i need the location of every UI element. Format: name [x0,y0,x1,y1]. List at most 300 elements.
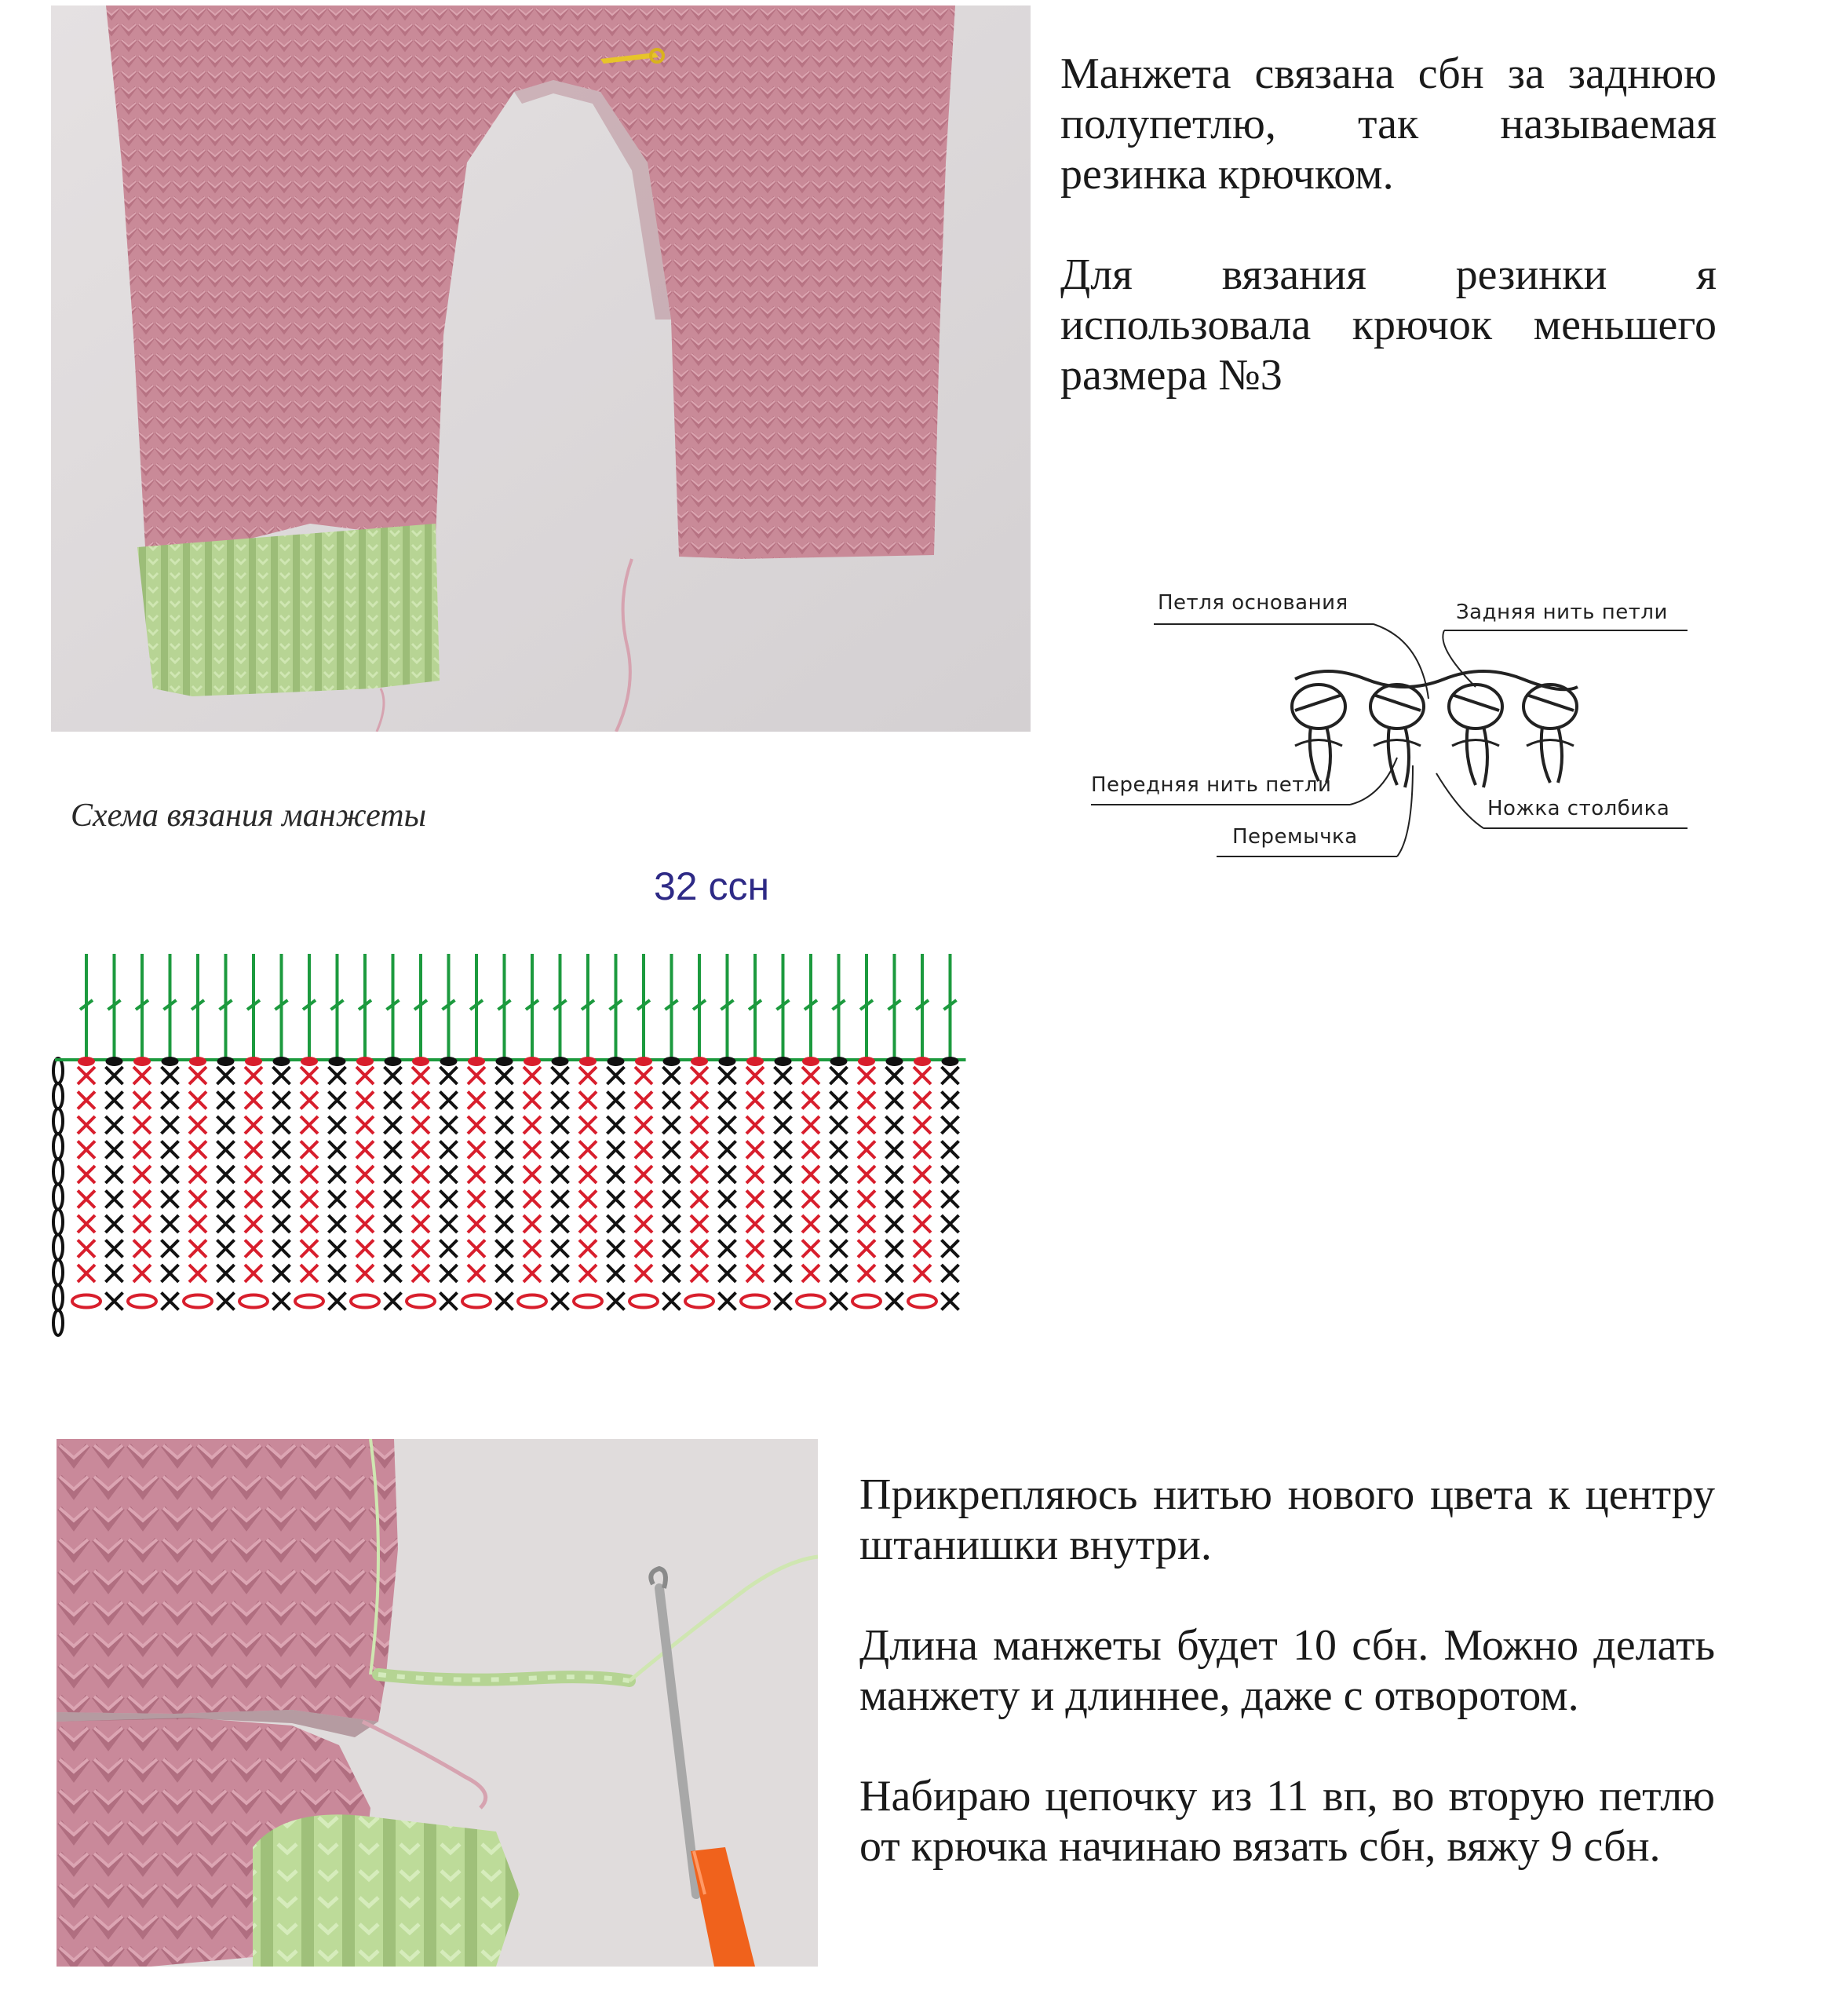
single-crochet-mark [746,1166,764,1183]
intro-paragraph-1: Манжета связана сбн за заднюю полупетлю, так называемая резинка крючком. [1060,49,1717,199]
single-crochet-mark [78,1215,95,1233]
single-crochet-mark [635,1215,652,1233]
single-crochet-mark [719,1240,736,1258]
single-crochet-mark [189,1191,206,1208]
single-crochet-mark [942,1293,959,1310]
base-chain-mark [741,1295,769,1308]
single-crochet-mark [524,1265,541,1282]
single-crochet-mark [273,1166,290,1183]
single-crochet-mark [301,1116,318,1134]
single-crochet-mark [552,1191,569,1208]
single-crochet-mark [802,1215,819,1233]
cuff-crochet-chart [47,950,1460,1390]
single-crochet-mark [635,1067,652,1084]
single-crochet-mark [356,1191,374,1208]
single-crochet-mark [858,1116,875,1134]
single-crochet-mark [914,1092,931,1109]
single-crochet-mark [914,1116,931,1134]
single-crochet-mark [189,1092,206,1109]
single-crochet-mark [524,1191,541,1208]
single-crochet-mark [106,1191,123,1208]
single-crochet-mark [663,1092,680,1109]
single-crochet-mark [78,1092,95,1109]
single-crochet-mark [552,1067,569,1084]
single-crochet-mark [886,1293,903,1310]
single-crochet-mark [858,1191,875,1208]
single-crochet-mark [385,1215,402,1233]
chain-stitch-mark [53,1134,63,1159]
single-crochet-mark [496,1215,513,1233]
single-crochet-mark [914,1067,931,1084]
single-crochet-mark [942,1067,959,1084]
single-crochet-mark [412,1166,429,1183]
single-crochet-mark [524,1240,541,1258]
single-crochet-mark [608,1215,625,1233]
single-crochet-mark [691,1067,708,1084]
single-crochet-mark [217,1240,235,1258]
single-crochet-mark [329,1141,346,1159]
single-crochet-mark [663,1191,680,1208]
single-crochet-mark [830,1092,848,1109]
single-crochet-mark [775,1293,792,1310]
label-front-thread: Передняя нить петли [1091,773,1332,797]
steps-paragraph-3: Набираю цепочку из 11 вп, во вторую петлю от крючка начинаю вязать сбн, вяжу 9 сбн. [859,1772,1715,1871]
stitch-count-label: 32 ссн [654,864,770,908]
column-top-loop [496,1057,513,1066]
single-crochet-mark [719,1191,736,1208]
single-crochet-mark [440,1067,458,1084]
single-crochet-mark [78,1067,95,1084]
column-top-loop [608,1057,625,1066]
single-crochet-mark [830,1166,848,1183]
chain-stitch-mark [53,1058,63,1083]
single-crochet-mark [775,1092,792,1109]
single-crochet-mark [552,1240,569,1258]
single-crochet-mark [412,1067,429,1084]
single-crochet-mark [496,1116,513,1134]
single-crochet-mark [886,1067,903,1084]
base-chain-mark [295,1295,323,1308]
single-crochet-mark [579,1092,597,1109]
intro-paragraph-2: Для вязания резинки я использовала крючок меньшего размера №3 [1060,250,1717,400]
steps-text [859,1470,1715,1872]
single-crochet-mark [858,1240,875,1258]
single-crochet-mark [579,1141,597,1159]
single-crochet-mark [162,1092,179,1109]
single-crochet-mark [217,1166,235,1183]
chain-stitch-mark [53,1260,63,1285]
column-top-loop [802,1057,819,1066]
single-crochet-mark [942,1141,959,1159]
column-top-loop [579,1057,597,1066]
single-crochet-mark [579,1240,597,1258]
single-crochet-mark [301,1191,318,1208]
chain-stitch-mark [53,1159,63,1184]
single-crochet-mark [914,1141,931,1159]
single-crochet-mark [189,1265,206,1282]
single-crochet-mark [78,1166,95,1183]
single-crochet-mark [830,1191,848,1208]
single-crochet-mark [552,1215,569,1233]
single-crochet-mark [858,1215,875,1233]
single-crochet-mark [329,1092,346,1109]
single-crochet-mark [942,1092,959,1109]
column-top-loop [719,1057,736,1066]
stitch-structure-diagram [1067,577,1695,883]
single-crochet-mark [608,1141,625,1159]
single-crochet-mark [468,1116,485,1134]
single-crochet-mark [133,1092,151,1109]
single-crochet-mark [775,1141,792,1159]
single-crochet-mark [802,1240,819,1258]
column-top-loop [635,1057,652,1066]
single-crochet-mark [746,1141,764,1159]
single-crochet-mark [189,1215,206,1233]
single-crochet-mark [245,1215,262,1233]
single-crochet-mark [886,1166,903,1183]
single-crochet-mark [78,1240,95,1258]
single-crochet-mark [217,1067,235,1084]
base-chain-mark [351,1295,379,1308]
single-crochet-mark [691,1166,708,1183]
single-crochet-mark [608,1166,625,1183]
single-crochet-mark [133,1141,151,1159]
single-crochet-mark [635,1265,652,1282]
single-crochet-mark [496,1092,513,1109]
single-crochet-mark [691,1116,708,1134]
single-crochet-mark [106,1293,123,1310]
label-bridge: Перемычка [1232,825,1358,849]
base-chain-mark [797,1295,825,1308]
photo-cuff-with-hook [57,1439,818,1967]
single-crochet-mark [78,1265,95,1282]
single-crochet-mark [440,1191,458,1208]
single-crochet-mark [385,1191,402,1208]
column-top-loop [133,1057,151,1066]
single-crochet-mark [830,1240,848,1258]
single-crochet-mark [524,1141,541,1159]
single-crochet-mark [106,1141,123,1159]
chain-stitch-mark [53,1108,63,1134]
base-chain-mark [574,1295,602,1308]
single-crochet-mark [273,1293,290,1310]
single-crochet-mark [245,1240,262,1258]
single-crochet-mark [775,1191,792,1208]
label-back-thread: Задняя нить петли [1456,601,1668,624]
base-chain-mark [908,1295,936,1308]
single-crochet-mark [385,1092,402,1109]
column-top-loop [942,1057,959,1066]
single-crochet-mark [440,1116,458,1134]
single-crochet-mark [273,1141,290,1159]
single-crochet-mark [886,1116,903,1134]
photo-pants [51,5,1031,732]
single-crochet-mark [524,1116,541,1134]
single-crochet-mark [329,1166,346,1183]
single-crochet-mark [858,1166,875,1183]
single-crochet-mark [608,1092,625,1109]
single-crochet-mark [496,1191,513,1208]
single-crochet-mark [385,1067,402,1084]
single-crochet-mark [719,1265,736,1282]
single-crochet-mark [301,1265,318,1282]
column-top-loop [524,1057,541,1066]
single-crochet-mark [691,1092,708,1109]
single-crochet-mark [719,1141,736,1159]
single-crochet-mark [663,1265,680,1282]
single-crochet-mark [106,1265,123,1282]
single-crochet-mark [496,1265,513,1282]
base-chain-mark [462,1295,491,1308]
single-crochet-mark [942,1265,959,1282]
single-crochet-mark [356,1116,374,1134]
single-crochet-mark [524,1166,541,1183]
column-top-loop [245,1057,262,1066]
single-crochet-mark [663,1141,680,1159]
column-top-loop [746,1057,764,1066]
single-crochet-mark [329,1215,346,1233]
single-crochet-mark [635,1116,652,1134]
single-crochet-mark [133,1265,151,1282]
single-crochet-mark [440,1293,458,1310]
single-crochet-mark [719,1092,736,1109]
single-crochet-mark [914,1191,931,1208]
single-crochet-mark [162,1191,179,1208]
single-crochet-mark [608,1293,625,1310]
single-crochet-mark [468,1141,485,1159]
single-crochet-mark [942,1166,959,1183]
single-crochet-mark [385,1293,402,1310]
single-crochet-mark [385,1240,402,1258]
single-crochet-mark [412,1240,429,1258]
single-crochet-mark [746,1092,764,1109]
single-crochet-mark [746,1265,764,1282]
single-crochet-mark [608,1191,625,1208]
single-crochet-mark [579,1191,597,1208]
single-crochet-mark [830,1116,848,1134]
single-crochet-mark [412,1092,429,1109]
single-crochet-mark [552,1265,569,1282]
single-crochet-mark [301,1166,318,1183]
single-crochet-mark [775,1116,792,1134]
single-crochet-mark [412,1265,429,1282]
base-chain-mark [407,1295,435,1308]
single-crochet-mark [858,1265,875,1282]
single-crochet-mark [162,1240,179,1258]
single-crochet-mark [385,1265,402,1282]
single-crochet-mark [356,1265,374,1282]
single-crochet-mark [273,1215,290,1233]
single-crochet-mark [385,1141,402,1159]
single-crochet-mark [301,1141,318,1159]
single-crochet-mark [886,1141,903,1159]
single-crochet-mark [162,1067,179,1084]
single-crochet-mark [412,1191,429,1208]
column-top-loop [440,1057,458,1066]
single-crochet-mark [106,1215,123,1233]
single-crochet-mark [329,1191,346,1208]
single-crochet-mark [802,1067,819,1084]
single-crochet-mark [356,1215,374,1233]
single-crochet-mark [802,1166,819,1183]
single-crochet-mark [273,1116,290,1134]
single-crochet-mark [329,1116,346,1134]
single-crochet-mark [830,1141,848,1159]
single-crochet-mark [133,1240,151,1258]
single-crochet-mark [162,1265,179,1282]
single-crochet-mark [273,1265,290,1282]
single-crochet-mark [189,1116,206,1134]
single-crochet-mark [830,1265,848,1282]
label-base-loop: Петля основания [1158,591,1348,615]
single-crochet-mark [385,1166,402,1183]
chain-stitch-mark [53,1285,63,1310]
single-crochet-mark [775,1215,792,1233]
column-top-loop [273,1057,290,1066]
column-top-loop [914,1057,931,1066]
single-crochet-mark [106,1116,123,1134]
single-crochet-mark [217,1265,235,1282]
base-chain-mark [518,1295,546,1308]
single-crochet-mark [830,1067,848,1084]
single-crochet-mark [746,1067,764,1084]
single-crochet-mark [802,1092,819,1109]
single-crochet-mark [329,1265,346,1282]
single-crochet-mark [245,1092,262,1109]
single-crochet-mark [746,1240,764,1258]
single-crochet-mark [162,1166,179,1183]
single-crochet-mark [663,1215,680,1233]
single-crochet-mark [942,1240,959,1258]
single-crochet-mark [217,1092,235,1109]
single-crochet-mark [468,1215,485,1233]
single-crochet-mark [635,1240,652,1258]
single-crochet-mark [217,1215,235,1233]
single-crochet-mark [496,1166,513,1183]
single-crochet-mark [329,1293,346,1310]
single-crochet-mark [914,1265,931,1282]
single-crochet-mark [691,1240,708,1258]
single-crochet-mark [608,1067,625,1084]
column-top-loop [858,1057,875,1066]
column-top-loop [78,1057,95,1066]
single-crochet-mark [775,1166,792,1183]
single-crochet-mark [552,1293,569,1310]
single-crochet-mark [635,1191,652,1208]
single-crochet-mark [106,1166,123,1183]
single-crochet-mark [719,1116,736,1134]
single-crochet-mark [189,1067,206,1084]
single-crochet-mark [802,1141,819,1159]
single-crochet-mark [217,1191,235,1208]
single-crochet-mark [356,1166,374,1183]
base-chain-mark [184,1295,212,1308]
column-top-loop [468,1057,485,1066]
single-crochet-mark [496,1240,513,1258]
single-crochet-mark [412,1141,429,1159]
column-top-loop [385,1057,402,1066]
single-crochet-mark [830,1293,848,1310]
single-crochet-mark [133,1067,151,1084]
single-crochet-mark [524,1215,541,1233]
label-stitch-leg: Ножка столбика [1487,797,1670,820]
single-crochet-mark [579,1166,597,1183]
single-crochet-mark [608,1265,625,1282]
column-top-loop [552,1057,569,1066]
single-crochet-mark [663,1166,680,1183]
single-crochet-mark [78,1191,95,1208]
single-crochet-mark [440,1240,458,1258]
single-crochet-mark [245,1141,262,1159]
single-crochet-mark [886,1215,903,1233]
single-crochet-mark [468,1265,485,1282]
single-crochet-mark [942,1191,959,1208]
single-crochet-mark [356,1141,374,1159]
single-crochet-mark [189,1141,206,1159]
single-crochet-mark [552,1141,569,1159]
single-crochet-mark [691,1191,708,1208]
single-crochet-mark [106,1240,123,1258]
single-crochet-mark [356,1067,374,1084]
single-crochet-mark [440,1215,458,1233]
column-top-loop [162,1057,179,1066]
single-crochet-mark [245,1116,262,1134]
single-crochet-mark [830,1215,848,1233]
base-chain-mark [128,1295,156,1308]
single-crochet-mark [440,1092,458,1109]
single-crochet-mark [133,1215,151,1233]
column-top-loop [886,1057,903,1066]
single-crochet-mark [189,1240,206,1258]
single-crochet-mark [775,1240,792,1258]
single-crochet-mark [552,1116,569,1134]
single-crochet-mark [719,1215,736,1233]
column-top-loop [663,1057,680,1066]
single-crochet-mark [579,1116,597,1134]
single-crochet-mark [301,1240,318,1258]
column-top-loop [301,1057,318,1066]
single-crochet-mark [719,1067,736,1084]
single-crochet-mark [412,1116,429,1134]
single-crochet-mark [942,1116,959,1134]
single-crochet-mark [552,1092,569,1109]
scheme-caption: Схема вязания манжеты [71,798,427,834]
single-crochet-mark [579,1265,597,1282]
single-crochet-mark [663,1293,680,1310]
single-crochet-mark [301,1215,318,1233]
steps-paragraph-2: Длина манжеты будет 10 сбн. Можно делать манжету и длиннее, даже с отворотом. [859,1621,1715,1720]
steps-paragraph-1: Прикрепляюсь нитью нового цвета к центру штанишки внутри. [859,1470,1715,1569]
single-crochet-mark [552,1166,569,1183]
single-crochet-mark [802,1191,819,1208]
column-top-loop [356,1057,374,1066]
base-chain-mark [629,1295,658,1308]
base-chain-mark [852,1295,881,1308]
single-crochet-mark [468,1092,485,1109]
single-crochet-mark [858,1067,875,1084]
single-crochet-mark [217,1116,235,1134]
single-crochet-mark [356,1240,374,1258]
single-crochet-mark [412,1215,429,1233]
single-crochet-mark [468,1191,485,1208]
single-crochet-mark [217,1293,235,1310]
single-crochet-mark [106,1092,123,1109]
single-crochet-mark [663,1116,680,1134]
single-crochet-mark [329,1240,346,1258]
single-crochet-mark [162,1293,179,1310]
single-crochet-mark [524,1067,541,1084]
single-crochet-mark [942,1215,959,1233]
